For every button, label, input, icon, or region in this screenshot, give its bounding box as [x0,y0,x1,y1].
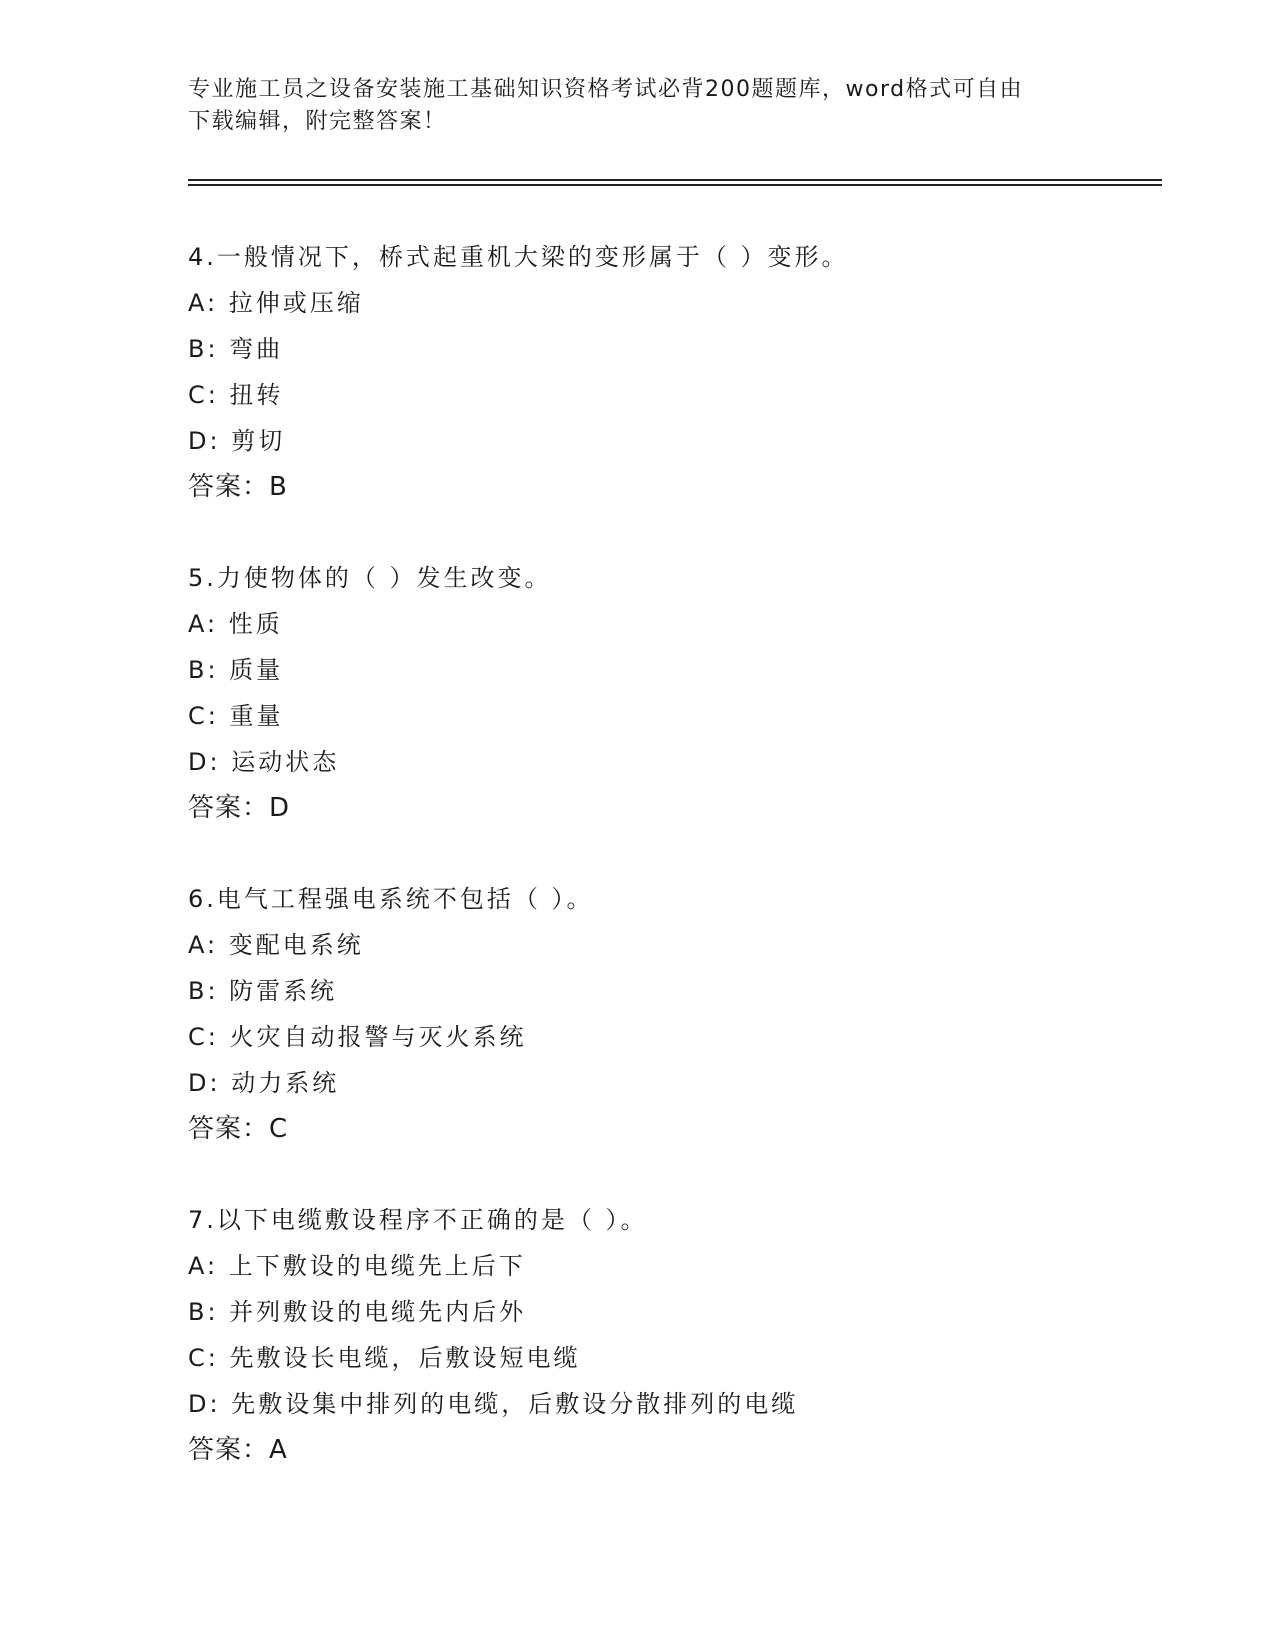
question-stem: 5.力使物体的（ ）发生改变。 [188,564,552,592]
answer-line: 答案：C [188,1114,289,1144]
option-b: B: 防雷系统 [188,977,338,1005]
option-c: C: 火灾自动报警与灭火系统 [188,1023,527,1051]
option-d: D: 运动状态 [188,748,340,776]
document-description: 专业施工员之设备安装施工基础知识资格考试必背200题题库，word格式可自由 下载编辑，附完整答案！ [188,77,1024,134]
header-divider-bottom [188,184,1162,186]
option-d: D: 动力系统 [188,1069,340,1097]
option-a: A: 性质 [188,610,283,638]
question-stem: 4.一般情况下，桥式起重机大梁的变形属于（ ）变形。 [188,243,849,271]
option-d: D: 先敷设集中排列的电缆，后敷设分散排列的电缆 [188,1390,799,1418]
question-block [188,555,1148,831]
answer-line: 答案：A [188,1435,288,1465]
question-block [188,876,1148,1152]
option-b: B: 质量 [188,656,284,684]
option-b: B: 弯曲 [188,335,284,363]
question-stem: 6.电气工程强电系统不包括（ ）。 [188,885,594,913]
option-a: A: 上下敷设的电缆先上后下 [188,1252,526,1280]
option-a: A: 变配电系统 [188,931,364,959]
option-d: D: 剪切 [188,427,286,455]
option-c: C: 扭转 [188,381,284,409]
question-block [188,1197,1148,1473]
answer-line: 答案：B [188,472,288,502]
option-b: B: 并列敷设的电缆先内后外 [188,1298,527,1326]
answer-line: 答案：D [188,793,291,823]
option-c: C: 重量 [188,702,284,730]
question-block [188,234,1148,510]
option-a: A: 拉伸或压缩 [188,289,364,317]
header-divider-top [188,179,1162,181]
option-c: C: 先敷设长电缆，后敷设短电缆 [188,1344,581,1372]
question-stem: 7.以下电缆敷设程序不正确的是（ ）。 [188,1206,648,1234]
